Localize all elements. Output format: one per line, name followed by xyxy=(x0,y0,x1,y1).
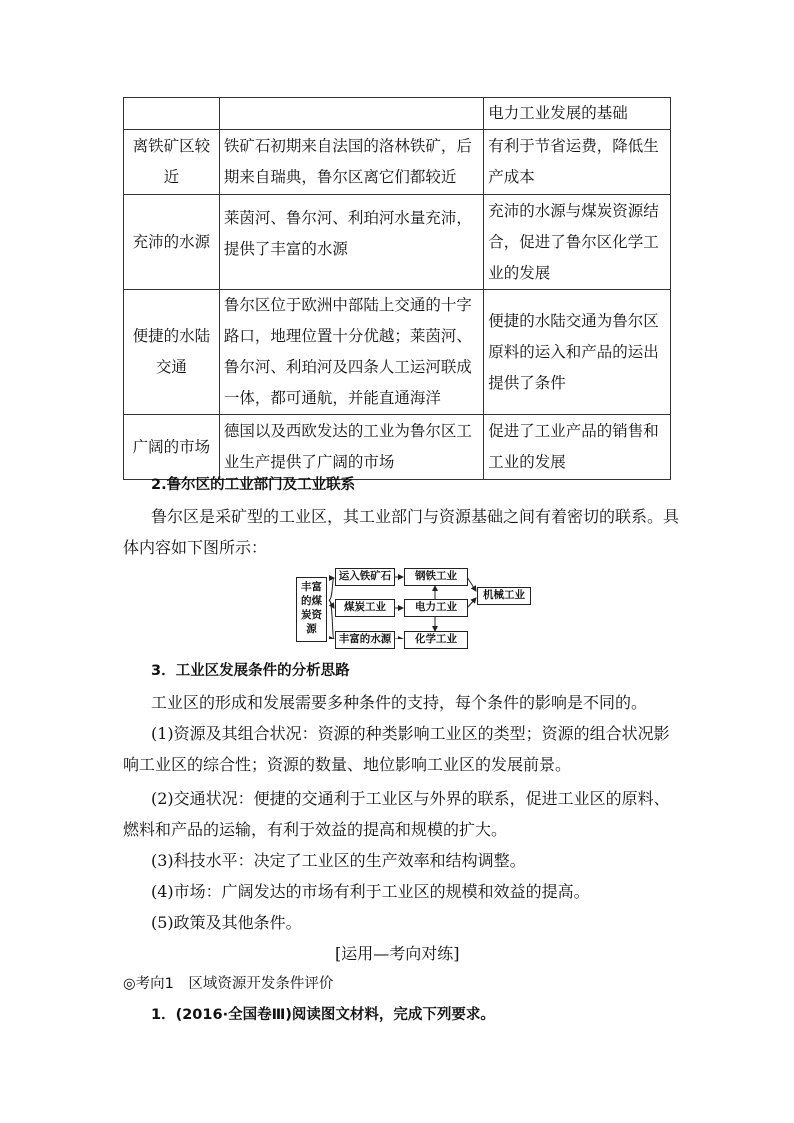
table-row xyxy=(124,290,671,415)
practice-title: [运用—考向对练] xyxy=(335,944,460,963)
table-cell-factor: 广阔的市场 xyxy=(124,415,220,480)
table-cell-effect: 便捷的水陆交通为鲁尔区原料的运入和产品的运出提供了条件 xyxy=(484,290,671,415)
industry-linkage-diagram xyxy=(296,561,532,645)
table-cell-factor: 便捷的水陆交通 xyxy=(124,290,220,415)
paragraph-line: (4)市场：广阔发达的市场有利于工业区的规模和效益的提高。 xyxy=(151,882,590,901)
table-cell-effect: 充沛的水源与煤炭资源结合，促进了鲁尔区化学工业的发展 xyxy=(484,195,671,290)
chemical-industry-box: 化学工业 xyxy=(404,631,468,649)
paragraph-line: 体内容如下图所示： xyxy=(123,538,268,557)
industrial-conditions-table xyxy=(123,97,671,480)
table-cell-effect: 电力工业发展的基础 xyxy=(484,98,671,130)
paragraph-line: 工业区的形成和发展需要多种条件的支持，每个条件的影响是不同的。 xyxy=(151,693,648,712)
table-cell-effect: 促进了工业产品的销售和工业的发展 xyxy=(484,415,671,480)
paragraph-line: (3)科技水平：决定了工业区的生产效率和结构调整。 xyxy=(151,851,526,870)
table-cell-description: 德国以及西欧发达的工业为鲁尔区工业生产提供了广阔的市场 xyxy=(219,415,483,480)
practice-direction: ◎考向1 区域资源开发条件评价 xyxy=(123,976,334,992)
table-cell-description: 鲁尔区位于欧洲中部陆上交通的十字路口，地理位置十分优越；莱茵河、鲁尔河、利珀河及四条人工运河联成一体，都可通航，并能直通海洋 xyxy=(219,290,483,415)
question-line: 1．(2016·全国卷Ⅲ)阅读图文材料，完成下列要求。 xyxy=(151,1007,495,1023)
table-cell-description xyxy=(219,98,483,130)
paragraph-line: (5)政策及其他条件。 xyxy=(151,913,302,932)
section-heading: 3．工业区发展条件的分析思路 xyxy=(151,663,350,679)
table-cell-description: 莱茵河、鲁尔河、利珀河水量充沛，提供了丰富的水源 xyxy=(219,195,483,290)
paragraph-line: 响工业区的综合性；资源的数量、地位影响工业区的发展前景。 xyxy=(123,755,572,774)
coal-resources-box: 丰富的煤炭资源 xyxy=(296,577,327,642)
table-cell-factor: 离铁矿区较近 xyxy=(124,130,220,195)
table-cell-description: 铁矿石初期来自法国的洛林铁矿，后期来自瑞典，鲁尔区离它们都较近 xyxy=(219,130,483,195)
machinery-industry-box: 机械工业 xyxy=(477,587,531,605)
paragraph-line: (1)资源及其组合状况：资源的种类影响工业区的类型；资源的组合状况影 xyxy=(151,724,670,743)
table-cell-factor: 充沛的水源 xyxy=(124,195,220,290)
table-row xyxy=(124,98,671,130)
water-source-box: 丰富的水源 xyxy=(335,631,395,649)
section-heading: 2.鲁尔区的工业部门及工业联系 xyxy=(151,477,356,493)
coal-industry-box: 煤炭工业 xyxy=(335,599,395,617)
iron-ore-import-box: 运入铁矿石 xyxy=(335,568,395,586)
table-row xyxy=(124,130,671,195)
paragraph-line: (2)交通状况：便捷的交通利于工业区与外界的联系，促进工业区的原料、 xyxy=(151,789,670,808)
table-cell-effect: 有利于节省运费，降低生产成本 xyxy=(484,130,671,195)
table-row xyxy=(124,195,671,290)
table-cell-factor xyxy=(124,98,220,130)
steel-industry-box: 钢铁工业 xyxy=(404,568,468,586)
paragraph-line: 燃料和产品的运输，有利于效益的提高和规模的扩大。 xyxy=(123,820,508,839)
paragraph-line: 鲁尔区是采矿型的工业区，其工业部门与资源基础之间有着密切的联系。具 xyxy=(151,507,680,526)
power-industry-box: 电力工业 xyxy=(404,599,468,617)
